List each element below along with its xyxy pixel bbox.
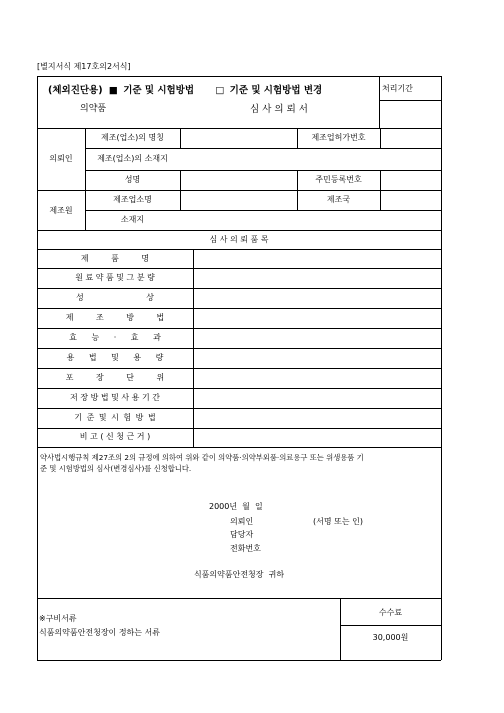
company-name-label: 제조업소명 xyxy=(113,195,152,204)
required-documents-label: ※구비서류 xyxy=(39,614,77,623)
item-row-label: 포 장 단 위 xyxy=(65,373,165,382)
item-row-label: 제 품 명 xyxy=(80,254,150,263)
person-in-charge-label: 담당자 xyxy=(230,530,254,539)
requester-label: 의뢰인 xyxy=(230,517,254,526)
license-number-label: 제조업허가번호 xyxy=(311,133,366,142)
item-row-label: 성 상 xyxy=(76,293,154,302)
resident-number-label: 주민등록번호 xyxy=(315,175,362,184)
fee-label: 수수료 xyxy=(378,608,403,617)
applicant-section-label: 의뢰인 xyxy=(49,154,73,163)
statement-line-2: 준 및 시험방법의 심사(변경심사)를 신청합니다. xyxy=(40,464,192,473)
seal-note: (서명 또는 인) xyxy=(313,517,363,526)
required-documents-value: 식품의약품안전청장이 정하는 서류 xyxy=(39,628,161,637)
fee-value: 30,000원 xyxy=(372,633,409,642)
item-row-label: 원 료 약 품 및 그 분 량 xyxy=(75,273,155,282)
option-standard-test-method: 기준 및 시험방법 xyxy=(123,85,195,96)
form-title-line xyxy=(48,85,322,97)
items-section-title: 심 사 의 뢰 품 목 xyxy=(209,235,269,244)
item-row-label: 제 조 방 법 xyxy=(65,313,165,322)
location-label: 소재지 xyxy=(120,215,145,224)
country-label: 제조국 xyxy=(326,195,351,204)
phone-label: 전화번호 xyxy=(230,544,261,553)
processing-period-label: 처리기간 xyxy=(382,84,413,93)
addressee: 식품의약품안전청장 귀하 xyxy=(193,570,285,579)
item-row-label: 효 능 · 효 과 xyxy=(69,333,161,342)
manufacturer-address-label: 제조(업소)의 소재지 xyxy=(97,154,168,163)
title-prefix: (체외진단용) xyxy=(48,85,103,96)
item-row-label: 용 법 및 용 량 xyxy=(66,353,164,362)
unchecked-checkbox: □ xyxy=(215,85,225,96)
manufacturer-name-label: 제조(업소)의 명칭 xyxy=(101,133,164,142)
form-title-sub-right: 심 사 의 뢰 서 xyxy=(250,104,308,115)
form-title-sub-left: 의약품 xyxy=(80,104,107,114)
applicant-name-label: 성명 xyxy=(124,175,141,184)
manufacturer-section-label: 제조원 xyxy=(49,206,73,215)
item-row-label: 기 준 및 시 험 방 법 xyxy=(74,413,156,422)
item-row-label: 비 고 ( 신 청 근 거 ) xyxy=(79,432,151,441)
application-date: 2000년 월 일 xyxy=(209,502,263,511)
checked-checkbox: ■ xyxy=(108,85,118,96)
statement-line-1: 약사법시행규칙 제27조의 2의 규정에 의하여 위와 같이 의약품·의약부외품·의료용구 또는 위생용품 기 xyxy=(40,453,364,462)
item-row-label: 저 장 방 법 및 사 용 기 간 xyxy=(70,393,160,402)
option-standard-test-method-change: 기준 및 시험방법 변경 xyxy=(229,85,323,96)
form-number: [별지서식 제17호의2서식] xyxy=(37,62,131,71)
